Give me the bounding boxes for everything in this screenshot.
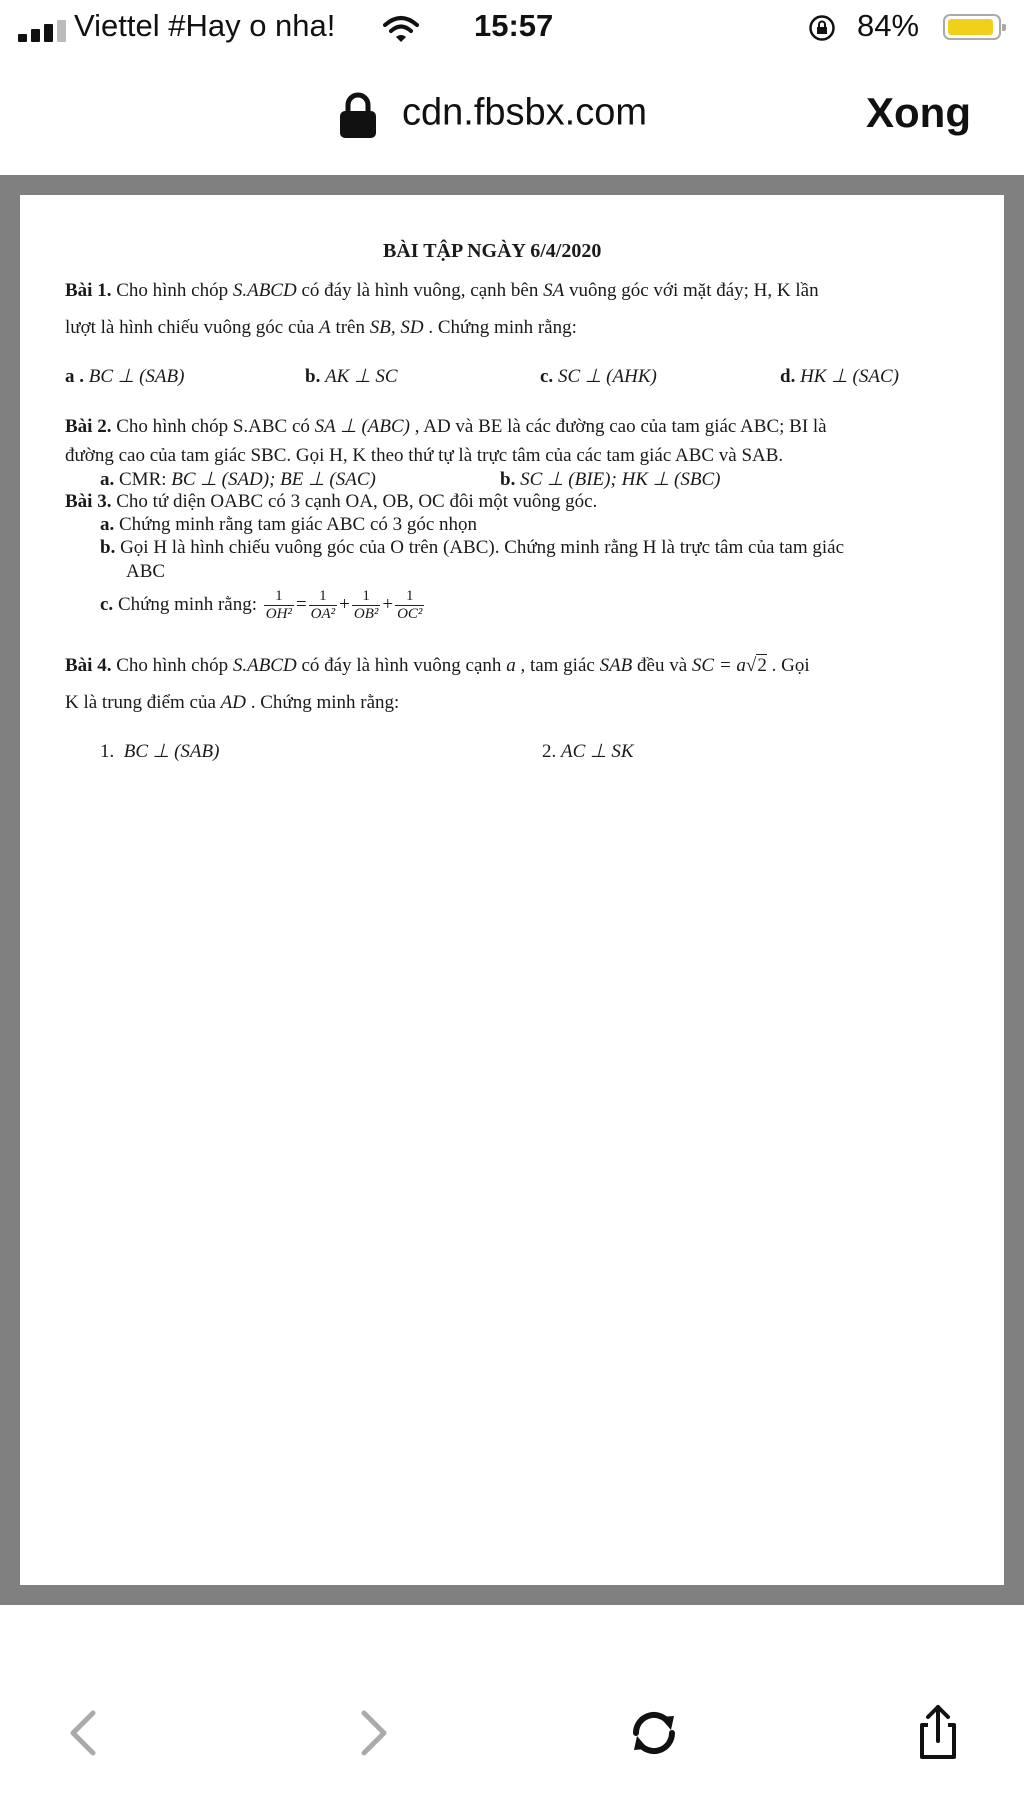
- text: trên: [330, 317, 370, 338]
- bai3-part-b-cont: ABC: [126, 561, 166, 582]
- text: Gọi H là hình chiếu vuông góc của O trên (ABC). Chứng minh rằng H là trực tâm của tam giác: [120, 537, 845, 558]
- operator: +: [382, 594, 394, 616]
- text: . Gọi: [766, 655, 810, 676]
- bai3-line1: [65, 491, 597, 513]
- text: K là trung điểm của: [65, 692, 221, 713]
- bai2-label: Bài 2.: [65, 416, 112, 437]
- item-label: c.: [540, 366, 554, 387]
- text: Cho tứ diện OABC có 3 cạnh OA, OB, OC đôi một vuông góc.: [116, 491, 598, 512]
- refresh-button[interactable]: [624, 1703, 684, 1763]
- bai3-part-b: [100, 537, 844, 559]
- bai4-label: Bài 4.: [65, 655, 112, 676]
- rotation-lock-icon: [808, 14, 836, 42]
- math: SC ⊥ (BIE); HK ⊥ (SBC): [520, 469, 721, 490]
- battery-percent: 84%: [857, 8, 920, 43]
- text: Cho hình chóp: [116, 280, 233, 301]
- bai4-line1: Bài 4. Cho hình chóp S.ABCD có đáy là hình vuông cạnh a , tam giác SAB đều và SC = a√2 . Gọi: [65, 655, 810, 676]
- bai1-part-b: [305, 365, 398, 388]
- math: BC ⊥ (SAB): [88, 366, 185, 387]
- item-label: b.: [500, 469, 516, 490]
- math: AK ⊥ SC: [325, 366, 398, 387]
- fraction: [395, 588, 424, 624]
- math: SB, SD: [369, 317, 424, 338]
- bai2-line1: [65, 415, 827, 438]
- url-text[interactable]: cdn.fbsbx.com: [402, 91, 647, 134]
- bai2-line2: đường cao của tam giác SBC. Gọi H, K theo thứ tự là trực tâm của các tam giác ABC và SAB.: [65, 445, 784, 466]
- bai1-line2: [65, 317, 577, 339]
- item-label: c.: [100, 594, 114, 616]
- math: SA ⊥ (ABC): [314, 416, 411, 437]
- text: có đáy là hình vuông, cạnh bên: [296, 280, 544, 301]
- bai2-part-a: [100, 468, 376, 491]
- sqrt-value: 2: [757, 655, 767, 676]
- padlock-icon: [338, 92, 378, 138]
- text: lượt là hình chiếu vuông góc của: [65, 317, 320, 338]
- math: SC ⊥ (AHK): [557, 366, 657, 387]
- document-page: [20, 195, 1004, 1585]
- math: HK ⊥ (SAC): [800, 366, 899, 387]
- bai4-item1: [100, 740, 219, 763]
- item-label: b.: [100, 537, 116, 558]
- text: Chứng minh rằng tam giác ABC có 3 góc nhọn: [119, 514, 478, 535]
- item-label: d.: [780, 366, 796, 387]
- numerator: 1: [352, 588, 381, 606]
- back-button[interactable]: [55, 1703, 115, 1763]
- battery-icon: [943, 14, 1001, 40]
- numerator: 1: [309, 588, 338, 606]
- bai1-part-d: [780, 365, 899, 388]
- text: vuông góc với mặt đáy; H, K lần: [564, 280, 819, 301]
- denominator: OB²: [353, 606, 379, 623]
- denominator: OA²: [310, 606, 336, 623]
- math: BC ⊥ (SAB): [123, 741, 220, 762]
- carrier-name: Viettel #Hay o nha!: [74, 8, 336, 43]
- bai2-part-b: [500, 468, 720, 491]
- share-button[interactable]: [908, 1703, 968, 1763]
- document-title: BÀI TẬP NGÀY 6/4/2020: [383, 240, 602, 262]
- numerator: 1: [395, 588, 424, 606]
- text: Cho hình chóp S.ABC có: [116, 416, 315, 437]
- item-label: 1.: [100, 741, 115, 762]
- operator: =: [295, 594, 307, 616]
- math: a: [506, 655, 516, 676]
- numerator: 1: [264, 588, 294, 606]
- browser-toolbar: [0, 1605, 1024, 1820]
- fraction: [264, 588, 294, 624]
- bai1-label: Bài 1.: [65, 280, 112, 301]
- text: Chứng minh rằng:: [117, 594, 262, 616]
- document-viewer[interactable]: [0, 175, 1024, 1605]
- forward-button[interactable]: [342, 1703, 402, 1763]
- text: , tam giác: [515, 655, 600, 676]
- text: đều và: [632, 655, 692, 676]
- text: có đáy là hình vuông cạnh: [296, 655, 507, 676]
- item-label: a.: [100, 514, 115, 535]
- fraction: [309, 588, 338, 624]
- math: AD: [220, 692, 246, 713]
- text: Cho hình chóp: [116, 655, 233, 676]
- bai4-item2: [542, 740, 634, 763]
- item-label: a.: [100, 469, 115, 490]
- item-label: 2.: [542, 741, 557, 762]
- math: A: [319, 317, 331, 338]
- math: AC ⊥ SK: [561, 741, 634, 762]
- math: S.ABCD: [232, 655, 297, 676]
- bai1-line1: [65, 280, 819, 302]
- math: SAB: [599, 655, 633, 676]
- done-button[interactable]: Xong: [866, 89, 971, 136]
- bai1-part-c: [540, 365, 657, 388]
- wifi-icon: [383, 14, 419, 44]
- text: CMR:: [119, 469, 172, 490]
- fraction: [352, 588, 381, 624]
- status-bar: [0, 0, 1024, 60]
- math: S.ABCD: [232, 280, 297, 301]
- text: . Chứng minh rằng:: [245, 692, 400, 713]
- item-label: b.: [305, 366, 321, 387]
- math: BC ⊥ (SAD); BE ⊥ (SAC): [171, 469, 376, 490]
- denominator: OH²: [265, 606, 292, 623]
- bai3-part-a: [100, 514, 477, 536]
- bai3-part-c: [100, 588, 426, 624]
- math: SC = a: [691, 655, 746, 676]
- bai4-line2: [65, 692, 399, 714]
- item-label: a .: [65, 366, 84, 387]
- bai1-part-a: [65, 365, 184, 388]
- signal-icon: [18, 20, 70, 42]
- math: SA: [543, 280, 565, 301]
- denominator: OC²: [397, 606, 423, 623]
- status-time: 15:57: [474, 8, 554, 43]
- text: . Chứng minh rằng:: [423, 317, 577, 338]
- text: , AD và BE là các đường cao của tam giác ABC; BI là: [410, 416, 827, 437]
- browser-url-bar: [0, 60, 1024, 175]
- operator: +: [339, 594, 350, 616]
- bai3-label: Bài 3.: [65, 491, 112, 512]
